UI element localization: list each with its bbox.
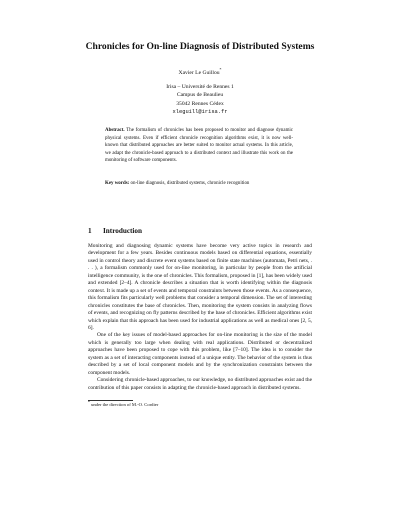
footnote-mark: * (88, 400, 90, 405)
abstract-text: The formalism of chronicles has been proposed to monitor and diagnose dynamic physical systems. Even if efficient chronicle recognition algorithms exist, it is now well-known that distributed approaches are better suited to monitor actual systems. In this article, we adapt the chronicle-based approach to a distributed context and illustrate this work on the monitoring of software components. (105, 128, 293, 163)
section-title: Introduction (103, 227, 143, 235)
author-name: Xavier Le Guillou (178, 70, 220, 76)
city-line: 35042 Rennes Cédex (176, 100, 224, 107)
keywords (105, 180, 293, 188)
author-block (100, 69, 300, 117)
section-number: 1 (88, 227, 92, 235)
footnote (88, 402, 312, 408)
keywords-text: on-line diagnosis, distributed systems, chronicle recognition (130, 181, 250, 186)
section-heading (88, 227, 328, 236)
keywords-label: Key words: (105, 181, 130, 186)
footnote-rule (88, 400, 133, 401)
footnote-text: under the direction of M.-O. Cordier (91, 402, 159, 407)
abstract (105, 127, 293, 165)
paper-title: Chronicles for On-line Diagnosis of Distributed Systems (85, 41, 315, 52)
affiliation-line: Irisa – Université de Rennes 1 (166, 83, 234, 90)
author-email[interactable]: xleguill@irisa.fr (172, 109, 228, 116)
abstract-label: Abstract. (105, 128, 125, 133)
author-name-line (100, 69, 300, 78)
author-footnote-mark: * (219, 68, 222, 73)
address-line: Campus de Beaulieu (176, 92, 224, 99)
paragraph: One of the key issues of model-based approaches for on-line monitoring is the size of the model which is generally too large when dealing with real applications. Distributed or decentralized approaches have been proposed to cope with this problem, like [7–10]. The idea is to consider the system as a set of interacting components instead of a unique entity. The behavior of the system is thus described by a set of local component models and by the synchronization constraints between the component models. (88, 332, 312, 376)
section-body (88, 243, 312, 392)
paragraph: Considering chronicle-based approaches, to our knowledge, no distributed approaches exist and the contribution of this paper consists in adapting the chronicle-based approach in distributed systems. (88, 377, 312, 391)
paragraph: Monitoring and diagnosing dynamic systems have become very active topics in research and development for a few years. Besides continuous models based on differential equations, essentially used in control theory and discrete event systems based on finite state machines (automata, Petri nets, . . . ), a formalism commonly used for on-line monitoring, in particular by people from the artificial intelligence community, is the one of chronicles. This formalism, proposed in [1], has been widely used and extended [2–4]. A chronicle describes a situation that is worth identifying within the diagnosis context. It is made up a set of events and temporal constraints between those events. As a consequence, this formalism fits particularly well problems that consider a temporal dimension. The set of interesting chronicles constitutes the base of chronicles. Then, monitoring the system consists in analyzing flows of events, and recognizing on fly patterns described by the base of chronicles. Efficient algorithms exist which explain that this approach has been used for industrial applications as well as medical ones [2, 5, 6]. (88, 243, 312, 331)
